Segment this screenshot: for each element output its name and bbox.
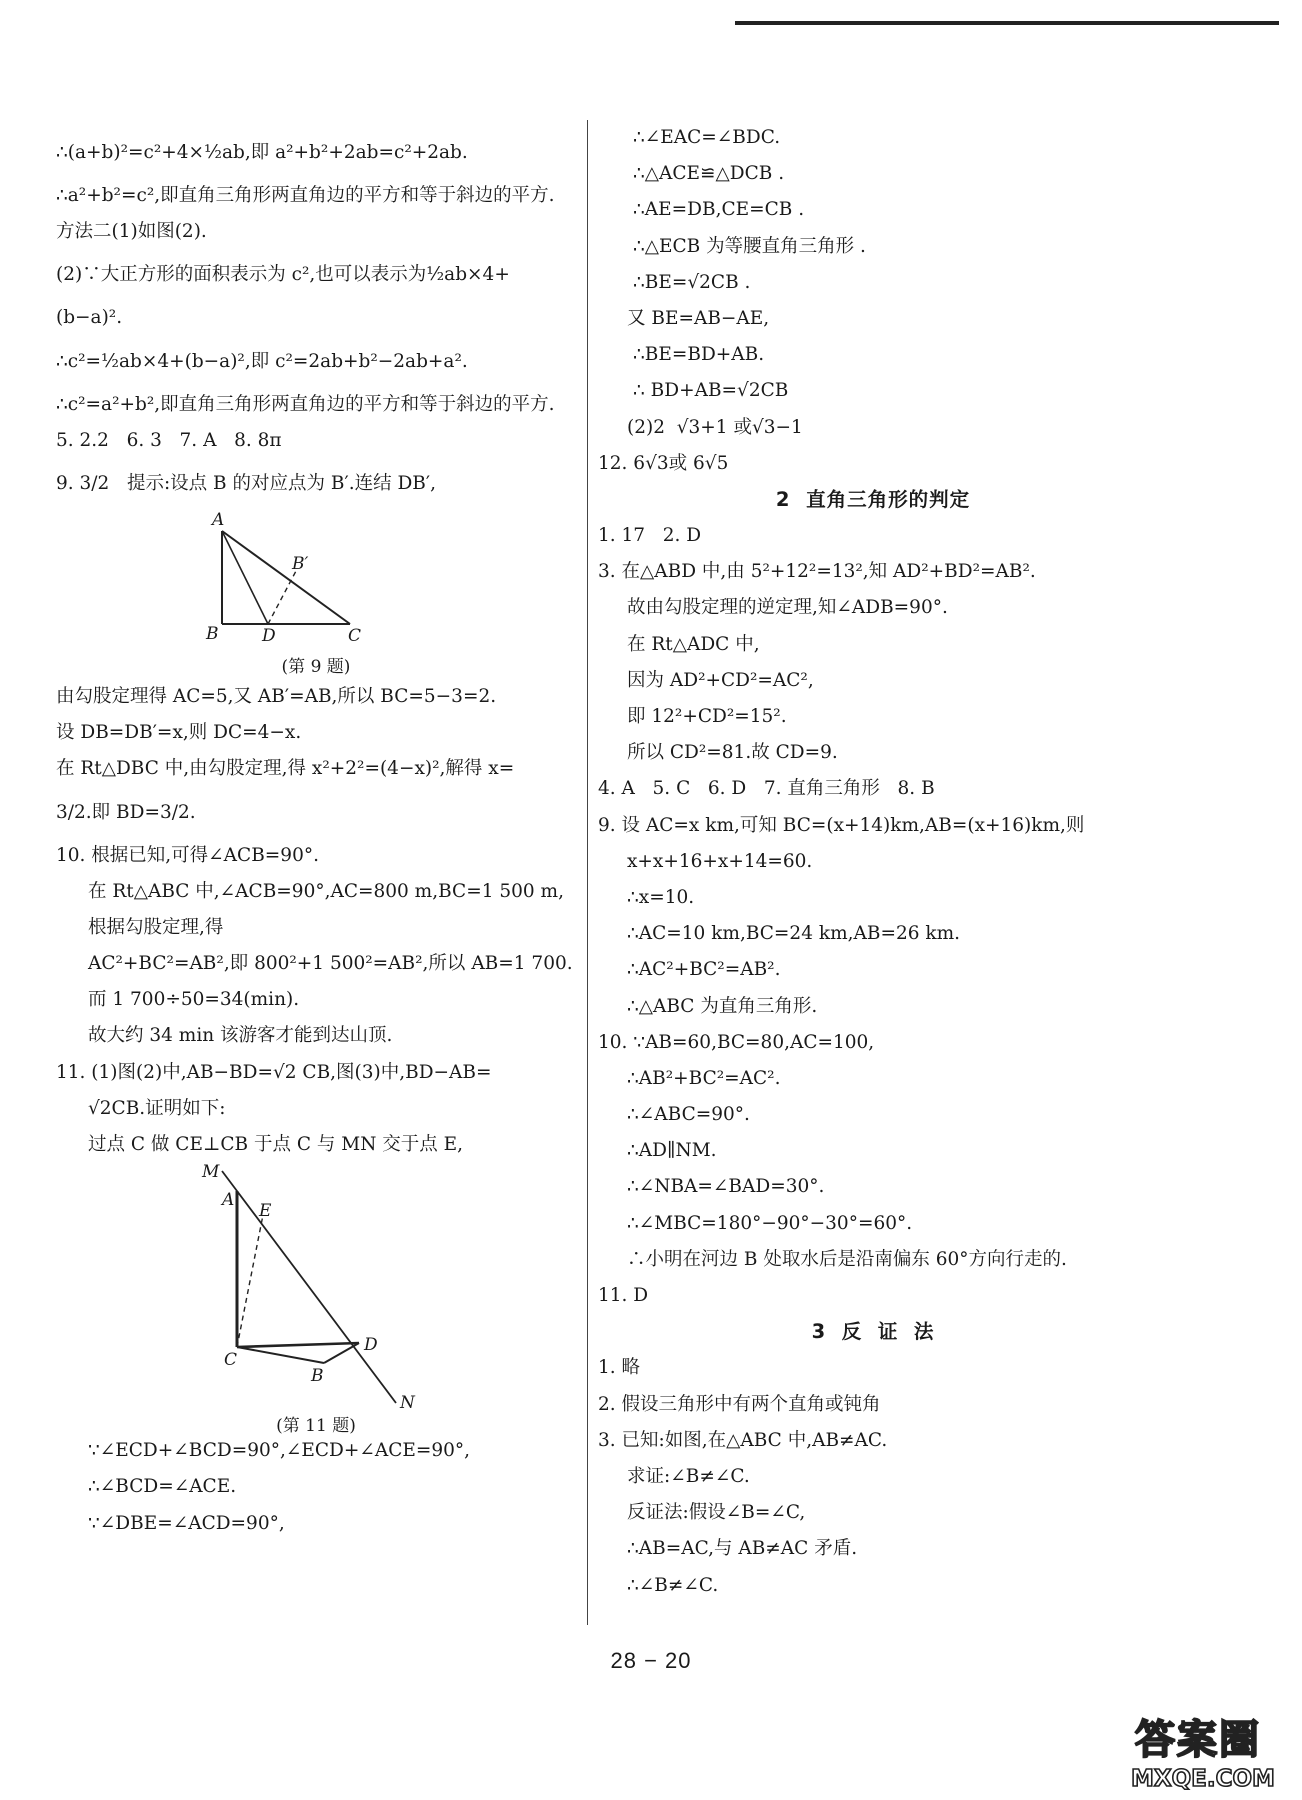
text-line: ∴c²=½ab×4+(b−a)²,即 c²=2ab+b²−2ab+a².	[56, 350, 468, 372]
answer-line: 9. 设 AC=x km,可知 BC=(x+14)km,AB=(x+16)km,则	[598, 814, 1085, 836]
answer-line: 10. 根据已知,可得∠ACB=90°.	[56, 844, 319, 866]
answer-line: 1. 略	[598, 1357, 641, 1379]
answer-line: 1. 17 2. D	[598, 525, 702, 547]
text-line: 由勾股定理得 AC=5,又 AB′=AB,所以 BC=5−3=2.	[56, 685, 497, 707]
text-line: ∴∠BCD=∠ACE.	[88, 1476, 237, 1498]
text-line: ∴AC²+BC²=AB².	[627, 959, 781, 981]
text-line: 过点 C 做 CE⊥CB 于点 C 与 MN 交于点 E,	[88, 1134, 464, 1155]
answer-line: 12. 6√3或 6√5	[598, 452, 729, 474]
text-line: x+x+16+x+14=60.	[627, 850, 813, 872]
text-line: 在 Rt△ABC 中,∠ACB=90°,AC=800 m,BC=1 500 m,	[88, 880, 564, 902]
right-column	[598, 120, 1258, 1604]
text-line: ∴c²=a²+b²,即直角三角形两直角边的平方和等于斜边的平方.	[56, 393, 555, 415]
answer-line: 11. (1)图(2)中,AB−BD=√2 CB,图(3)中,BD−AB=	[56, 1061, 492, 1083]
segment-CB	[237, 1347, 324, 1363]
answer-line: 2. 假设三角形中有两个直角或钝角	[598, 1393, 881, 1415]
segment-DB-prime	[268, 571, 296, 624]
label-B: B	[311, 1366, 324, 1387]
watermark-text: 答案圈	[1135, 1717, 1261, 1763]
text-line: ∴△ABC 为直角三角形.	[627, 995, 818, 1017]
segment-AC	[222, 531, 350, 624]
left-column	[56, 128, 576, 1542]
segment-BD	[324, 1343, 359, 1363]
text-line: 又 BE=AB−AE,	[627, 307, 770, 329]
text-line: 而 1 700÷50=34(min).	[88, 989, 300, 1011]
figure-caption: (第 11 题)	[276, 1416, 356, 1437]
text-line: ∴∠NBA=∠BAD=30°.	[627, 1176, 825, 1198]
label-C: C	[224, 1350, 238, 1371]
text-line: ∴(a+b)²=c²+4×½ab,即 a²+b²+2ab=c²+2ab.	[56, 142, 468, 163]
text-line: ∴∠B≠∠C.	[627, 1574, 719, 1596]
section-heading: 3 反 证 法	[811, 1320, 935, 1344]
text-line: ∴∠ABC=90°.	[627, 1104, 750, 1126]
text-line: 在 Rt△ADC 中,	[627, 633, 760, 655]
segment-CD	[237, 1343, 359, 1347]
answer-line: 10. ∵AB=60,BC=80,AC=100,	[598, 1031, 875, 1053]
label-N: N	[400, 1393, 415, 1409]
label-C: C	[348, 625, 362, 646]
segment-AD	[222, 531, 268, 624]
text-line: (b−a)².	[56, 307, 123, 329]
text-line: 设 DB=DB′=x,则 DC=4−x.	[56, 722, 302, 744]
text-line: 因为 AD²+CD²=AC²,	[627, 669, 814, 691]
text-line: ∴AB=AC,与 AB≠AC 矛盾.	[627, 1538, 858, 1560]
answer-line: 3. 已知:如图,在△ABC 中,AB≠AC.	[598, 1429, 888, 1451]
triangle-diagram-9	[56, 509, 576, 649]
text-line: ∴a²+b²=c²,即直角三角形两直角边的平方和等于斜边的平方.	[56, 185, 555, 206]
watermark-logo	[1131, 1706, 1296, 1792]
text-line: 在 Rt△DBC 中,由勾股定理,得 x²+2²=(4−x)²,解得 x=	[56, 758, 515, 780]
label-B-prime: B′	[292, 553, 309, 574]
segment-CE-dashed	[237, 1215, 263, 1347]
text-line: ∴AB²+BC²=AC².	[627, 1067, 781, 1089]
text-line: ∴△ACE≌△DCB .	[633, 163, 785, 185]
text-line: 反证法:假设∠B=∠C,	[627, 1502, 806, 1524]
text-line: ∵∠DBE=∠ACD=90°,	[88, 1512, 285, 1534]
text-line: √2CB.证明如下:	[88, 1097, 226, 1119]
label-A: A	[222, 1190, 235, 1211]
figure-caption: (第 9 题)	[281, 656, 351, 677]
text-line: ∴AC=10 km,BC=24 km,AB=26 km.	[627, 923, 960, 945]
text-line: 故大约 34 min 该游客才能到达山顶.	[88, 1025, 393, 1047]
figure-9	[56, 509, 576, 679]
answer-line: 3. 在△ABD 中,由 5²+12²=13²,知 AD²+BD²=AB².	[598, 561, 1036, 583]
text-line: ∴BE=√2CB .	[633, 271, 751, 293]
watermark-url: MXQE.COM	[1131, 1766, 1275, 1792]
text-line: 求证:∠B≠∠C.	[627, 1465, 750, 1487]
text-line: ∴ BD+AB=√2CB	[633, 380, 789, 402]
answer-line: 11. D	[598, 1285, 649, 1306]
line-MN	[222, 1171, 396, 1403]
construction-diagram-11	[56, 1163, 576, 1408]
label-D: D	[364, 1335, 378, 1356]
label-M: M	[202, 1163, 220, 1183]
text-line: AC²+BC²=AB²,即 800²+1 500²=AB²,所以 AB=1 700.	[88, 953, 573, 975]
text-line: ∴AD∥NM.	[627, 1140, 717, 1162]
text-line: (2)2 √3+1 或√3−1	[627, 416, 803, 438]
text-line: 所以 CD²=81.故 CD=9.	[627, 742, 838, 764]
label-B: B	[206, 623, 219, 644]
answer-line: 9. 3/2 提示:设点 B 的对应点为 B′.连结 DB′,	[56, 472, 436, 494]
text-line: ∴x=10.	[627, 886, 695, 908]
answer-line: 4. A 5. C 6. D 7. 直角三角形 8. B	[598, 778, 935, 800]
answer-line: 5. 2.2 6. 3 7. A 8. 8π	[56, 429, 282, 451]
text-line: 即 12²+CD²=15².	[627, 706, 787, 727]
label-E: E	[259, 1201, 272, 1222]
text-line: ∴△ECB 为等腰直角三角形 .	[633, 235, 866, 257]
text-line: ∵∠ECD+∠BCD=90°,∠ECD+∠ACE=90°,	[88, 1440, 471, 1462]
text-line: 方法二(1)如图(2).	[56, 221, 207, 243]
text-line: (2)∵大正方形的面积表示为 c²,也可以表示为½ab×4+	[56, 264, 510, 286]
header-rule	[735, 21, 1279, 25]
text-line: 3/2.即 BD=3/2.	[56, 801, 196, 823]
section-heading: 2 直角三角形的判定	[775, 487, 971, 511]
label-A: A	[212, 509, 225, 530]
text-line: 故由勾股定理的逆定理,知∠ADB=90°.	[627, 597, 948, 619]
label-D: D	[262, 625, 276, 646]
text-line: ∴AE=DB,CE=CB .	[633, 199, 805, 221]
text-line: ∴∠MBC=180°−90°−30°=60°.	[627, 1212, 913, 1234]
text-line: ∴BE=BD+AB.	[633, 344, 765, 366]
column-divider	[587, 120, 588, 1625]
page-number: 28 − 20	[610, 1648, 692, 1673]
text-line: ∴小明在河边 B 处取水后是沿南偏东 60°方向行走的.	[627, 1248, 1067, 1270]
text-line: 根据勾股定理,得	[88, 916, 224, 938]
text-line: ∴∠EAC=∠BDC.	[633, 127, 781, 148]
figure-11	[56, 1163, 576, 1437]
